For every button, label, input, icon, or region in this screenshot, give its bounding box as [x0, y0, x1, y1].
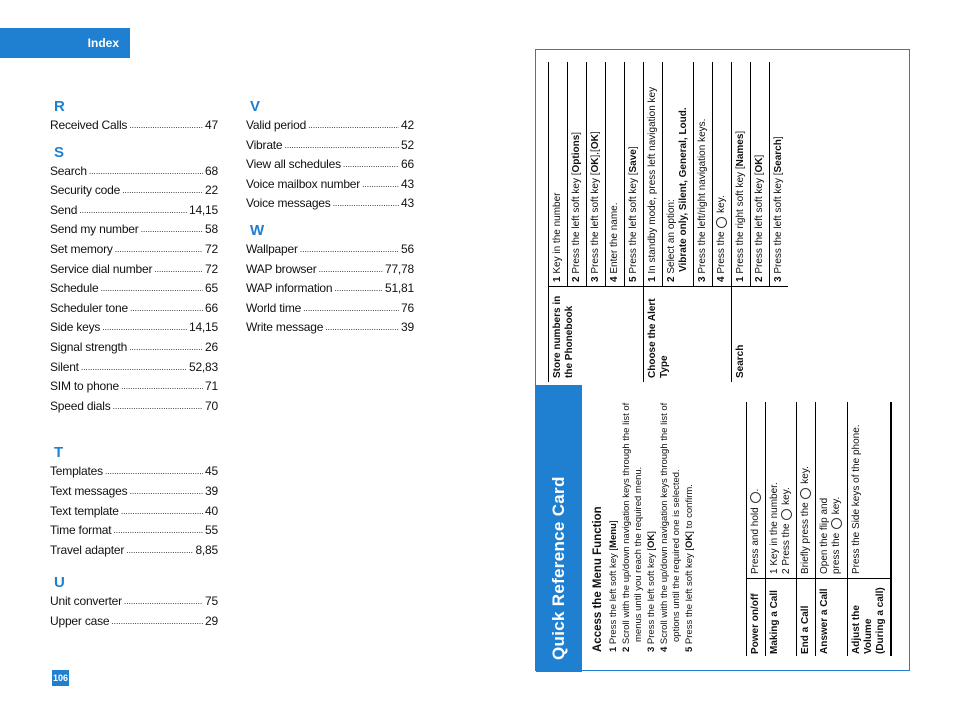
- row-label: Store numbers in the Phonebook: [549, 286, 643, 382]
- index-letter: T: [54, 444, 64, 462]
- row-step: 1 Press the right soft key [Names]: [732, 62, 751, 286]
- leader-dots: [333, 194, 399, 214]
- menu-heading: Access the Menu Function: [592, 506, 604, 652]
- index-term: Write message: [246, 320, 324, 335]
- basic-functions-table: [746, 402, 892, 656]
- index-entry: [246, 260, 414, 280]
- index-entry: [50, 521, 218, 541]
- key-label: OK: [754, 157, 766, 173]
- step-number: 1: [608, 644, 619, 652]
- advanced-row: [548, 62, 643, 382]
- index-term: Voice mailbox number: [246, 176, 361, 191]
- row-label: Adjust the Volume (During a call): [848, 578, 890, 656]
- leader-dots: [325, 318, 399, 338]
- index-group-r: [50, 98, 218, 136]
- index-entry: [246, 299, 414, 319]
- leader-dots: [284, 136, 399, 156]
- index-pages: 66: [205, 300, 218, 315]
- row-label: Search: [732, 286, 788, 382]
- index-tab-label: Index: [87, 36, 119, 50]
- key-label: Save: [628, 149, 639, 173]
- index-pages: 77,78: [384, 261, 414, 276]
- step-number: 3: [590, 273, 601, 282]
- index-entry: [50, 541, 218, 561]
- row-content: Briefly press the key.: [800, 466, 812, 574]
- advanced-functions-table: [548, 62, 788, 382]
- step-number: 1: [647, 273, 658, 282]
- index-pages: 68: [205, 163, 218, 178]
- index-term: Wallpaper: [246, 241, 298, 256]
- menu-step: 4 Scroll with the up/down navigation keys through the list of options until the required one is selected.: [659, 402, 682, 652]
- index-pages: 42: [401, 118, 414, 132]
- index-pages: 76: [401, 300, 414, 315]
- index-entry: [50, 220, 218, 240]
- row-label: End a Call: [797, 578, 815, 656]
- index-term: Service dial number: [50, 261, 153, 276]
- step-number: 3: [697, 273, 708, 282]
- index-term: Unit converter: [50, 594, 122, 609]
- step-line: 2 Press the key.: [781, 487, 793, 574]
- leader-dots: [113, 397, 204, 417]
- page-number: 106: [52, 670, 69, 686]
- index-pages: 56: [401, 241, 414, 256]
- index-entry: [50, 162, 218, 182]
- index-term: Send: [50, 202, 78, 217]
- index-pages: 75: [205, 594, 218, 609]
- index-pages: 72: [205, 261, 218, 276]
- index-pages: 58: [205, 222, 218, 237]
- index-pages: 29: [205, 613, 218, 628]
- leader-dots: [308, 116, 399, 136]
- step-number: 4: [659, 644, 670, 652]
- send-key-icon: [831, 518, 842, 529]
- leader-dots: [141, 220, 203, 240]
- index-pages: 39: [401, 320, 414, 335]
- step-line: 1 Key in the number.: [769, 482, 781, 574]
- basic-row: [815, 402, 846, 656]
- key-label: OK: [646, 533, 657, 548]
- leader-dots: [300, 240, 399, 260]
- index-entry: [246, 136, 414, 156]
- index-pages: 14,15: [188, 202, 218, 217]
- row-step: 4 Enter the name.: [606, 62, 625, 286]
- index-pages: 51,81: [384, 281, 414, 296]
- index-entry: [50, 397, 218, 417]
- step-number: 4: [716, 273, 728, 282]
- index-pages: 43: [401, 176, 414, 191]
- index-term: Voice messages: [246, 196, 331, 211]
- leader-dots: [105, 462, 203, 482]
- key-label: OK: [590, 157, 601, 173]
- leader-dots: [79, 201, 187, 221]
- index-entry: [50, 377, 218, 397]
- quick-reference-card: [535, 49, 910, 671]
- step-number: 1: [552, 273, 563, 282]
- leader-dots: [130, 299, 203, 319]
- menu-function-section: [592, 382, 697, 652]
- index-term: SIM to phone: [50, 379, 119, 394]
- index-term: View all schedules: [246, 157, 341, 172]
- index-column-middle: [246, 98, 414, 338]
- index-group-w: [246, 222, 414, 338]
- index-pages: 66: [401, 157, 414, 172]
- index-entry: [50, 260, 218, 280]
- index-term: Schedule: [50, 281, 99, 296]
- index-pages: 22: [205, 183, 218, 198]
- index-pages: 55: [205, 523, 218, 538]
- index-entry: [50, 358, 218, 378]
- index-entry: [50, 502, 218, 522]
- index-term: Send my number: [50, 222, 139, 237]
- index-term: Text messages: [50, 483, 128, 498]
- index-entry: [50, 482, 218, 502]
- index-pages: 52: [401, 137, 414, 152]
- basic-row: [796, 402, 815, 656]
- index-entry: [246, 318, 414, 338]
- index-entry: [50, 299, 218, 319]
- index-term: Search: [50, 163, 87, 178]
- index-letter: S: [54, 143, 65, 161]
- row-content: [644, 62, 731, 286]
- index-letter: V: [250, 98, 261, 115]
- index-column-left: [50, 98, 218, 631]
- basic-row: [847, 402, 892, 656]
- row-label: Making a Call: [766, 578, 796, 656]
- step-number: 2: [571, 273, 582, 282]
- index-term: Scheduler tone: [50, 300, 128, 315]
- step-number: 5: [628, 273, 639, 282]
- leader-dots: [334, 279, 383, 299]
- key-label: OK: [684, 533, 695, 548]
- index-group-s: [50, 144, 218, 417]
- index-letter: U: [54, 574, 65, 592]
- index-entry: [246, 279, 414, 299]
- row-label: Choose the Alert Type: [644, 286, 731, 382]
- index-entry: [50, 338, 218, 358]
- index-term: Side keys: [50, 320, 101, 335]
- key-label: Names: [735, 133, 747, 167]
- step-number: 2: [666, 273, 677, 282]
- menu-steps: [608, 382, 696, 652]
- index-entry: [50, 592, 218, 612]
- index-term: Valid period: [246, 118, 307, 132]
- end-key-icon: [800, 488, 811, 499]
- index-pages: 45: [205, 464, 218, 479]
- index-term: World time: [246, 300, 302, 315]
- index-term: WAP browser: [246, 261, 317, 276]
- index-pages: 14,15: [188, 320, 218, 335]
- index-letter: R: [54, 98, 65, 115]
- index-term: Time format: [50, 523, 112, 538]
- index-pages: 47: [205, 118, 218, 132]
- step-number: 2: [621, 644, 632, 652]
- leader-dots: [129, 338, 203, 358]
- step-number: 4: [609, 273, 620, 282]
- step-number: 5: [684, 644, 695, 652]
- step-number: 1: [735, 273, 747, 282]
- index-entry: [246, 240, 414, 260]
- end-key-icon: [750, 493, 761, 504]
- index-letter: W: [250, 221, 265, 239]
- index-pages: 40: [205, 503, 218, 518]
- key-label: Menu: [608, 523, 619, 548]
- row-content: [549, 62, 643, 286]
- option-list: Vibrate only, Silent, General, Loud.: [678, 107, 689, 272]
- advanced-row: [731, 62, 788, 382]
- index-term: WAP information: [246, 281, 333, 296]
- index-term: Templates: [50, 464, 103, 479]
- index-term: Silent: [50, 359, 79, 374]
- index-entry: [50, 612, 218, 632]
- row-content: Press the Side keys of the phone.: [850, 424, 862, 574]
- index-term: Signal strength: [50, 339, 128, 354]
- index-entry: [50, 181, 218, 201]
- index-entry: [246, 194, 414, 214]
- index-group-v: [246, 98, 414, 214]
- leader-dots: [319, 260, 383, 280]
- index-term: Upper case: [50, 613, 110, 628]
- row-step: 2 Press the left soft key [OK]: [751, 62, 770, 286]
- leader-dots: [124, 592, 203, 612]
- leader-dots: [362, 175, 399, 195]
- index-term: Text template: [50, 503, 119, 518]
- index-entry: [50, 116, 218, 136]
- index-pages: 39: [205, 483, 218, 498]
- index-pages: 43: [401, 196, 414, 211]
- row-label: Answer a Call: [816, 578, 846, 656]
- leader-dots: [343, 155, 399, 175]
- row-step: 3 Press the left/right navigation keys.: [694, 62, 713, 286]
- index-pages: 72: [205, 241, 218, 256]
- leader-dots: [122, 181, 203, 201]
- index-entry: [50, 462, 218, 482]
- index-entry: [246, 175, 414, 195]
- row-label: Power on/off: [747, 578, 765, 656]
- card-title: Quick Reference Card: [536, 385, 582, 672]
- leader-dots: [89, 162, 203, 182]
- key-label: Options: [571, 134, 582, 173]
- leader-dots: [100, 279, 203, 299]
- leader-dots: [303, 299, 399, 319]
- index-pages: 8,85: [195, 542, 218, 557]
- ok-key-icon: [716, 217, 727, 228]
- row-step: 2 Press the left soft key [Options]: [568, 62, 587, 286]
- step-line: press the key.: [831, 496, 843, 574]
- leader-dots: [129, 482, 203, 502]
- step-number: 3: [773, 273, 785, 282]
- key-label: OK: [590, 134, 601, 150]
- index-term: Received Calls: [50, 118, 128, 132]
- leader-dots: [115, 240, 203, 260]
- index-term: Speed dials: [50, 398, 111, 413]
- leader-dots: [121, 377, 203, 397]
- row-content: [816, 402, 846, 578]
- row-step: 5 Press the left soft key [Save]: [628, 146, 639, 282]
- basic-row: [746, 402, 765, 656]
- index-pages: 26: [205, 339, 218, 354]
- advanced-row: [643, 62, 731, 382]
- row-step: 3 Press the left soft key [OK],[OK]: [587, 62, 606, 286]
- index-entry: [246, 116, 414, 136]
- row-content: [732, 62, 788, 286]
- step-line: Open the flip and: [819, 497, 831, 574]
- row-step: 3 Press the left soft key [Search]: [773, 136, 785, 282]
- leader-dots: [111, 612, 203, 632]
- index-entry: [50, 240, 218, 260]
- leader-dots: [113, 521, 203, 541]
- index-pages: 70: [205, 398, 218, 413]
- index-entry: [50, 318, 218, 338]
- index-entry: [50, 201, 218, 221]
- index-group-t: [50, 444, 218, 560]
- menu-step: 5 Press the left soft key [OK] to confirm.: [684, 484, 695, 652]
- index-entry: [50, 279, 218, 299]
- index-term: Security code: [50, 183, 121, 198]
- leader-dots: [81, 358, 187, 378]
- menu-step: 1 Press the left soft key [Menu]: [608, 520, 619, 652]
- row-step: 1 In standby mode, press left navigation key: [644, 62, 663, 286]
- index-pages: 52,83: [188, 359, 218, 374]
- leader-dots: [121, 502, 203, 522]
- index-pages: 71: [205, 379, 218, 394]
- index-term: Set memory: [50, 241, 113, 256]
- leader-dots: [129, 116, 203, 136]
- index-term: Vibrate: [246, 137, 283, 152]
- leader-dots: [126, 541, 193, 561]
- leader-dots: [102, 318, 187, 338]
- row-content: [766, 402, 796, 578]
- row-step: 2 Select an option: Vibrate only, Silent, General, Loud.: [663, 62, 694, 286]
- menu-step: 2 Scroll with the up/down navigation keys through the list of menus until you reach the required menu.: [621, 402, 644, 652]
- index-entry: [246, 155, 414, 175]
- step-number: 3: [646, 644, 657, 652]
- index-term: Travel adapter: [50, 542, 125, 557]
- index-tab: [0, 28, 130, 58]
- menu-step: 3 Press the left soft key [OK]: [646, 531, 657, 652]
- key-label: Search: [773, 139, 785, 173]
- row-step: 4 Press the key.: [716, 195, 728, 282]
- leader-dots: [154, 260, 203, 280]
- step-number: 2: [754, 273, 766, 282]
- row-content: Press and hold .: [750, 488, 762, 574]
- basic-row: [765, 402, 796, 656]
- index-pages: 65: [205, 281, 218, 296]
- index-group-u: [50, 574, 218, 631]
- send-key-icon: [781, 509, 792, 520]
- row-step: 1 Key in the number: [549, 62, 568, 286]
